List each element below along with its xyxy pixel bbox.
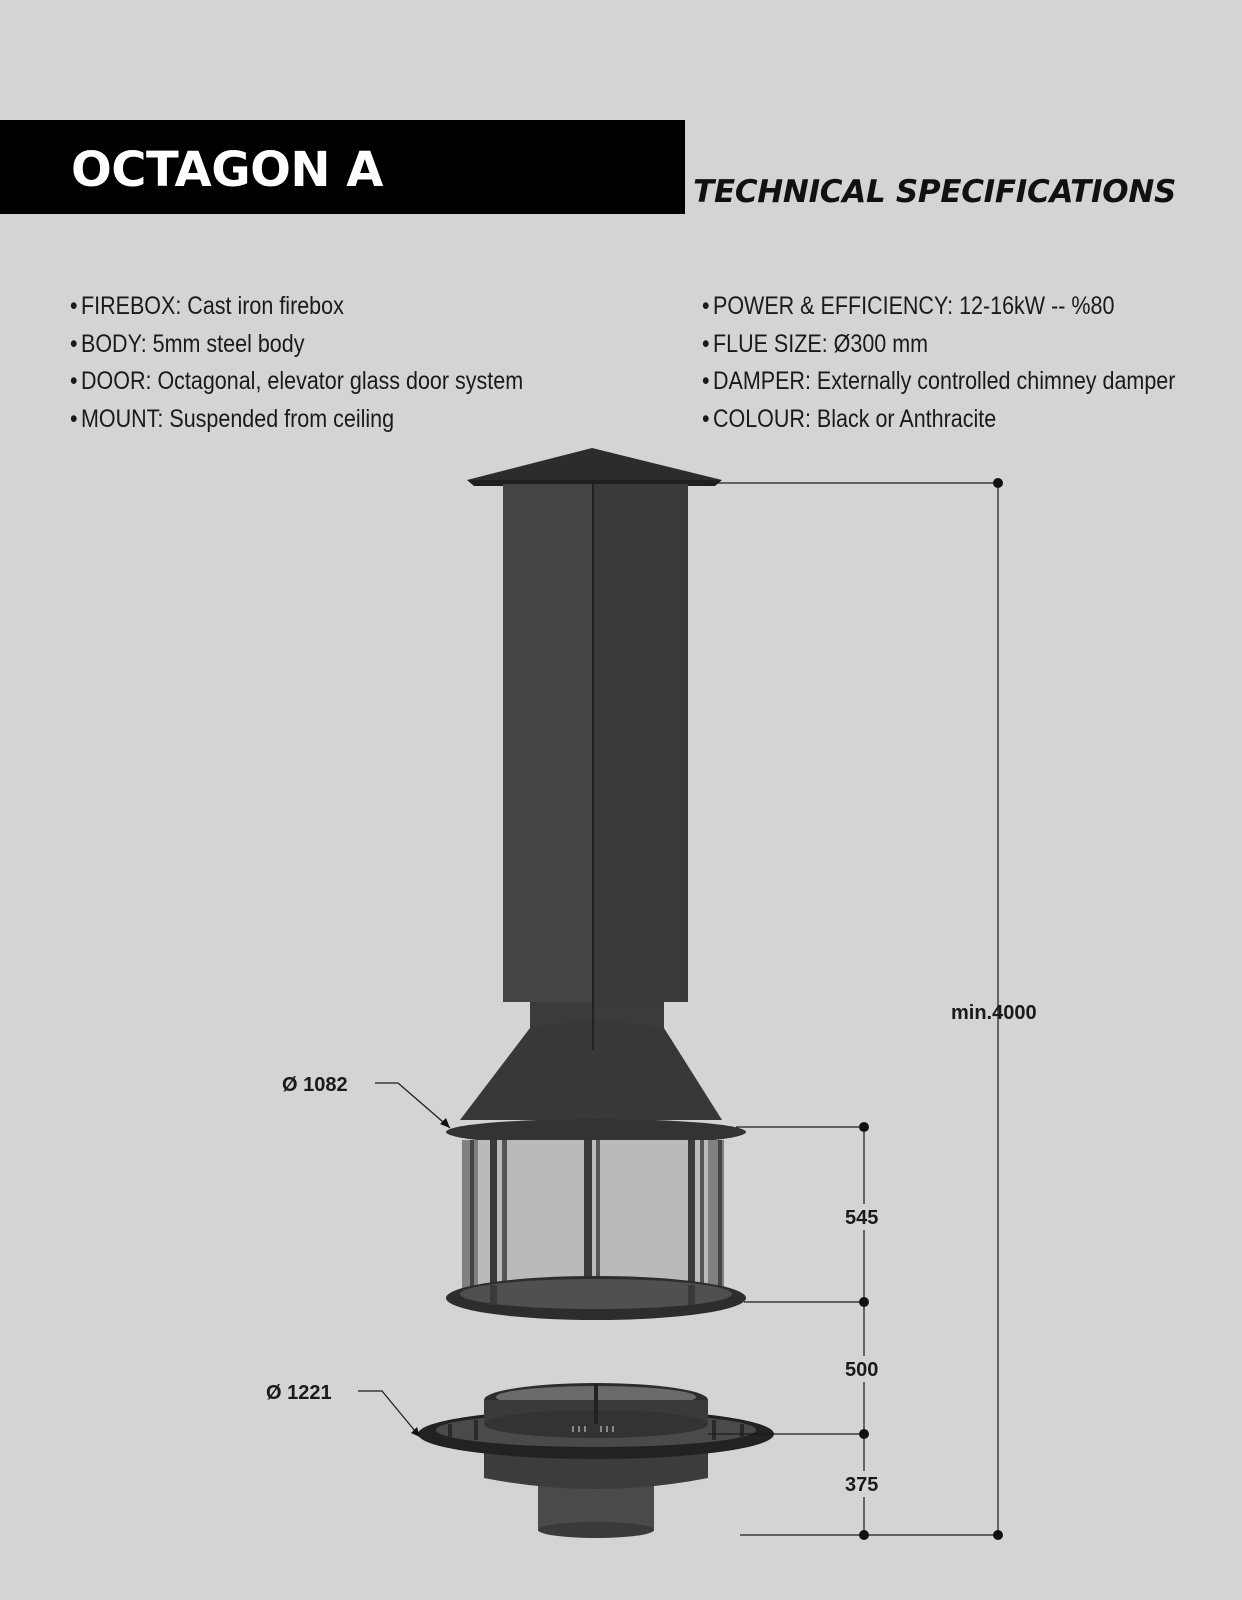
gap-height-label: 500 [845,1359,879,1381]
base-unit [418,1383,774,1538]
page-title: OCTAGON A [71,142,383,198]
spec-item-flue: • FLUE SIZE: Ø300 mm [702,329,929,358]
dimension-markers [411,478,1003,1540]
hood-cone [460,1020,722,1120]
chimney-column [503,484,688,1002]
base-diameter-label: Ø 1221 [266,1382,332,1404]
spec-item-firebox: • FIREBOX: Cast iron firebox [70,292,344,320]
ceiling-plate [467,448,722,490]
spec-item-door: • DOOR: Octagonal, elevator glass door system [70,367,524,395]
spec-item-power: • POWER & EFFICIENCY: 12-16kW -- %80 [702,292,1115,320]
glass-height-label: 545 [845,1207,879,1229]
spec-item-colour: • COLOUR: Black or Anthracite [702,404,997,433]
base-height-label: 375 [845,1474,879,1496]
spec-item-mount: • MOUNT: Suspended from ceiling [70,404,395,433]
total-height-label: min.4000 [951,1002,1037,1024]
section-subtitle: TECHNICAL SPECIFICATIONS [693,174,1176,210]
lower-ring [446,1276,746,1320]
spec-item-damper: • DAMPER: Externally controlled chimney damper [702,367,1176,395]
hood-diameter-label: Ø 1082 [282,1074,348,1096]
spec-item-body: • BODY: 5mm steel body [70,329,305,358]
